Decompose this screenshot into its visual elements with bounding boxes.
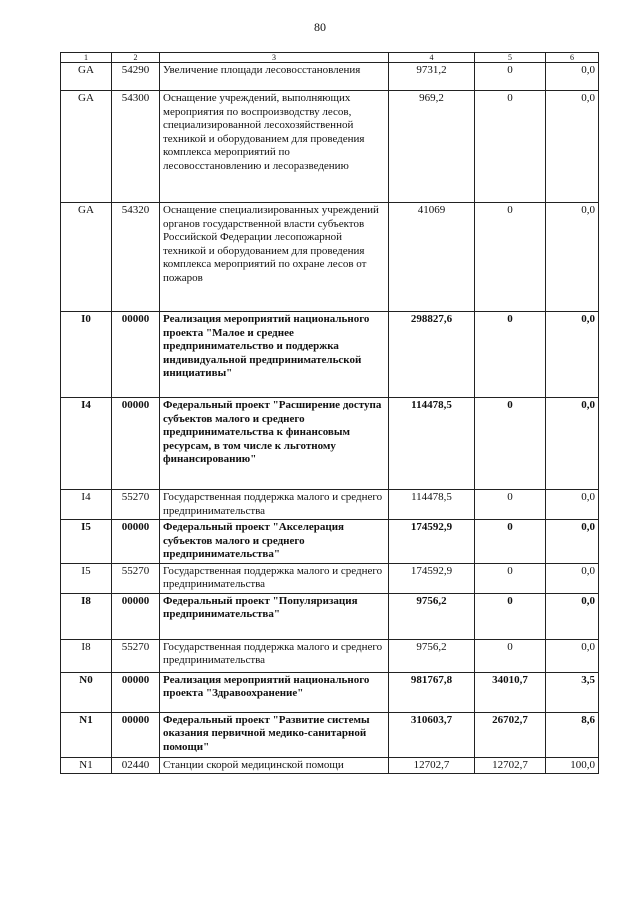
row-name: Федеральный проект "Популяризация предпринимательства": [160, 593, 389, 639]
row-value-5: 0: [475, 520, 546, 564]
row-name: Реализация мероприятий национального проекта "Здравоохранение": [160, 672, 389, 712]
row-value-6: 3,5: [546, 672, 599, 712]
row-code: N1: [61, 712, 112, 757]
row-value-4: 9756,2: [389, 639, 475, 672]
row-value-6: 0,0: [546, 563, 599, 593]
row-value-6: 100,0: [546, 757, 599, 774]
row-subcode: 00000: [112, 593, 160, 639]
row-subcode: 00000: [112, 520, 160, 564]
row-value-6: 0,0: [546, 639, 599, 672]
row-subcode: 00000: [112, 712, 160, 757]
row-value-6: 8,6: [546, 712, 599, 757]
row-value-4: 9756,2: [389, 593, 475, 639]
row-code: I5: [61, 520, 112, 564]
row-code: I5: [61, 563, 112, 593]
row-subcode: 54300: [112, 91, 160, 203]
row-name: Оснащение учреждений, выполняющих мероприятия по воспроизводству лесов, специализированной лесохозяйственной техникой и оборудованием для проведения комплекса мероприятий по лесовосстановлению и лесоразведению: [160, 91, 389, 203]
row-value-6: 0,0: [546, 312, 599, 398]
budget-table: [60, 52, 599, 774]
row-value-5: 0: [475, 63, 546, 91]
row-value-6: 0,0: [546, 398, 599, 490]
row-value-5: 0: [475, 91, 546, 203]
row-subcode: 55270: [112, 563, 160, 593]
row-value-4: 12702,7: [389, 757, 475, 774]
col-header: 3: [160, 53, 389, 63]
row-code: N0: [61, 672, 112, 712]
table-row: [61, 91, 599, 203]
row-subcode: 00000: [112, 312, 160, 398]
table-row: [61, 490, 599, 520]
row-value-4: 114478,5: [389, 490, 475, 520]
row-value-5: 0: [475, 563, 546, 593]
row-code: GA: [61, 203, 112, 312]
page-number: 80: [314, 20, 326, 34]
row-value-5: 12702,7: [475, 757, 546, 774]
table-row: [61, 757, 599, 774]
row-value-5: 26702,7: [475, 712, 546, 757]
row-value-5: 0: [475, 490, 546, 520]
table-row: [61, 520, 599, 564]
row-value-4: 114478,5: [389, 398, 475, 490]
row-value-4: 9731,2: [389, 63, 475, 91]
row-value-5: 0: [475, 203, 546, 312]
row-subcode: 55270: [112, 639, 160, 672]
row-name: Государственная поддержка малого и среднего предпринимательства: [160, 639, 389, 672]
table-row: [61, 398, 599, 490]
row-value-6: 0,0: [546, 593, 599, 639]
row-code: GA: [61, 63, 112, 91]
table-row: [61, 563, 599, 593]
row-value-4: 41069: [389, 203, 475, 312]
table-row: [61, 593, 599, 639]
row-name: Оснащение специализированных учреждений органов государственной власти субъектов Российской Федерации лесопожарной техникой и оборудованием для проведения комплекса мероприятий по охране лесов от пожаров: [160, 203, 389, 312]
row-value-6: 0,0: [546, 63, 599, 91]
row-code: I0: [61, 312, 112, 398]
row-subcode: 00000: [112, 672, 160, 712]
row-value-5: 0: [475, 593, 546, 639]
row-subcode: 02440: [112, 757, 160, 774]
row-name: Реализация мероприятий национального проекта "Малое и среднее предпринимательство и поддержка индивидуальной предпринимательской инициативы": [160, 312, 389, 398]
row-name: Увеличение площади лесовосстановления: [160, 63, 389, 91]
row-value-4: 298827,6: [389, 312, 475, 398]
row-value-6: 0,0: [546, 490, 599, 520]
table-row: [61, 639, 599, 672]
row-value-4: 174592,9: [389, 563, 475, 593]
row-value-5: 34010,7: [475, 672, 546, 712]
row-name: Государственная поддержка малого и среднего предпринимательства: [160, 490, 389, 520]
table-row: [61, 312, 599, 398]
row-name: Федеральный проект "Расширение доступа субъектов малого и среднего предпринимательства к финансовым ресурсам, в том числе к льготному финансированию": [160, 398, 389, 490]
row-subcode: 54320: [112, 203, 160, 312]
col-header: 1: [61, 53, 112, 63]
row-code: I4: [61, 398, 112, 490]
header-row: [61, 53, 599, 63]
col-header: 4: [389, 53, 475, 63]
row-name: Государственная поддержка малого и среднего предпринимательства: [160, 563, 389, 593]
row-value-5: 0: [475, 639, 546, 672]
col-header: 5: [475, 53, 546, 63]
row-code: GA: [61, 91, 112, 203]
row-name: Федеральный проект "Акселерация субъектов малого и среднего предпринимательства": [160, 520, 389, 564]
row-value-4: 174592,9: [389, 520, 475, 564]
row-value-6: 0,0: [546, 520, 599, 564]
col-header: 6: [546, 53, 599, 63]
row-code: I8: [61, 593, 112, 639]
row-name: Станции скорой медицинской помощи: [160, 757, 389, 774]
row-code: I8: [61, 639, 112, 672]
table-row: [61, 63, 599, 91]
row-value-4: 981767,8: [389, 672, 475, 712]
row-value-4: 310603,7: [389, 712, 475, 757]
row-name: Федеральный проект "Развитие системы оказания первичной медико-санитарной помощи": [160, 712, 389, 757]
row-subcode: 55270: [112, 490, 160, 520]
row-code: I4: [61, 490, 112, 520]
row-value-5: 0: [475, 312, 546, 398]
row-value-5: 0: [475, 398, 546, 490]
table-row: [61, 712, 599, 757]
row-subcode: 54290: [112, 63, 160, 91]
row-value-6: 0,0: [546, 91, 599, 203]
row-subcode: 00000: [112, 398, 160, 490]
row-value-6: 0,0: [546, 203, 599, 312]
row-code: N1: [61, 757, 112, 774]
col-header: 2: [112, 53, 160, 63]
row-value-4: 969,2: [389, 91, 475, 203]
table-row: [61, 672, 599, 712]
table-row: [61, 203, 599, 312]
